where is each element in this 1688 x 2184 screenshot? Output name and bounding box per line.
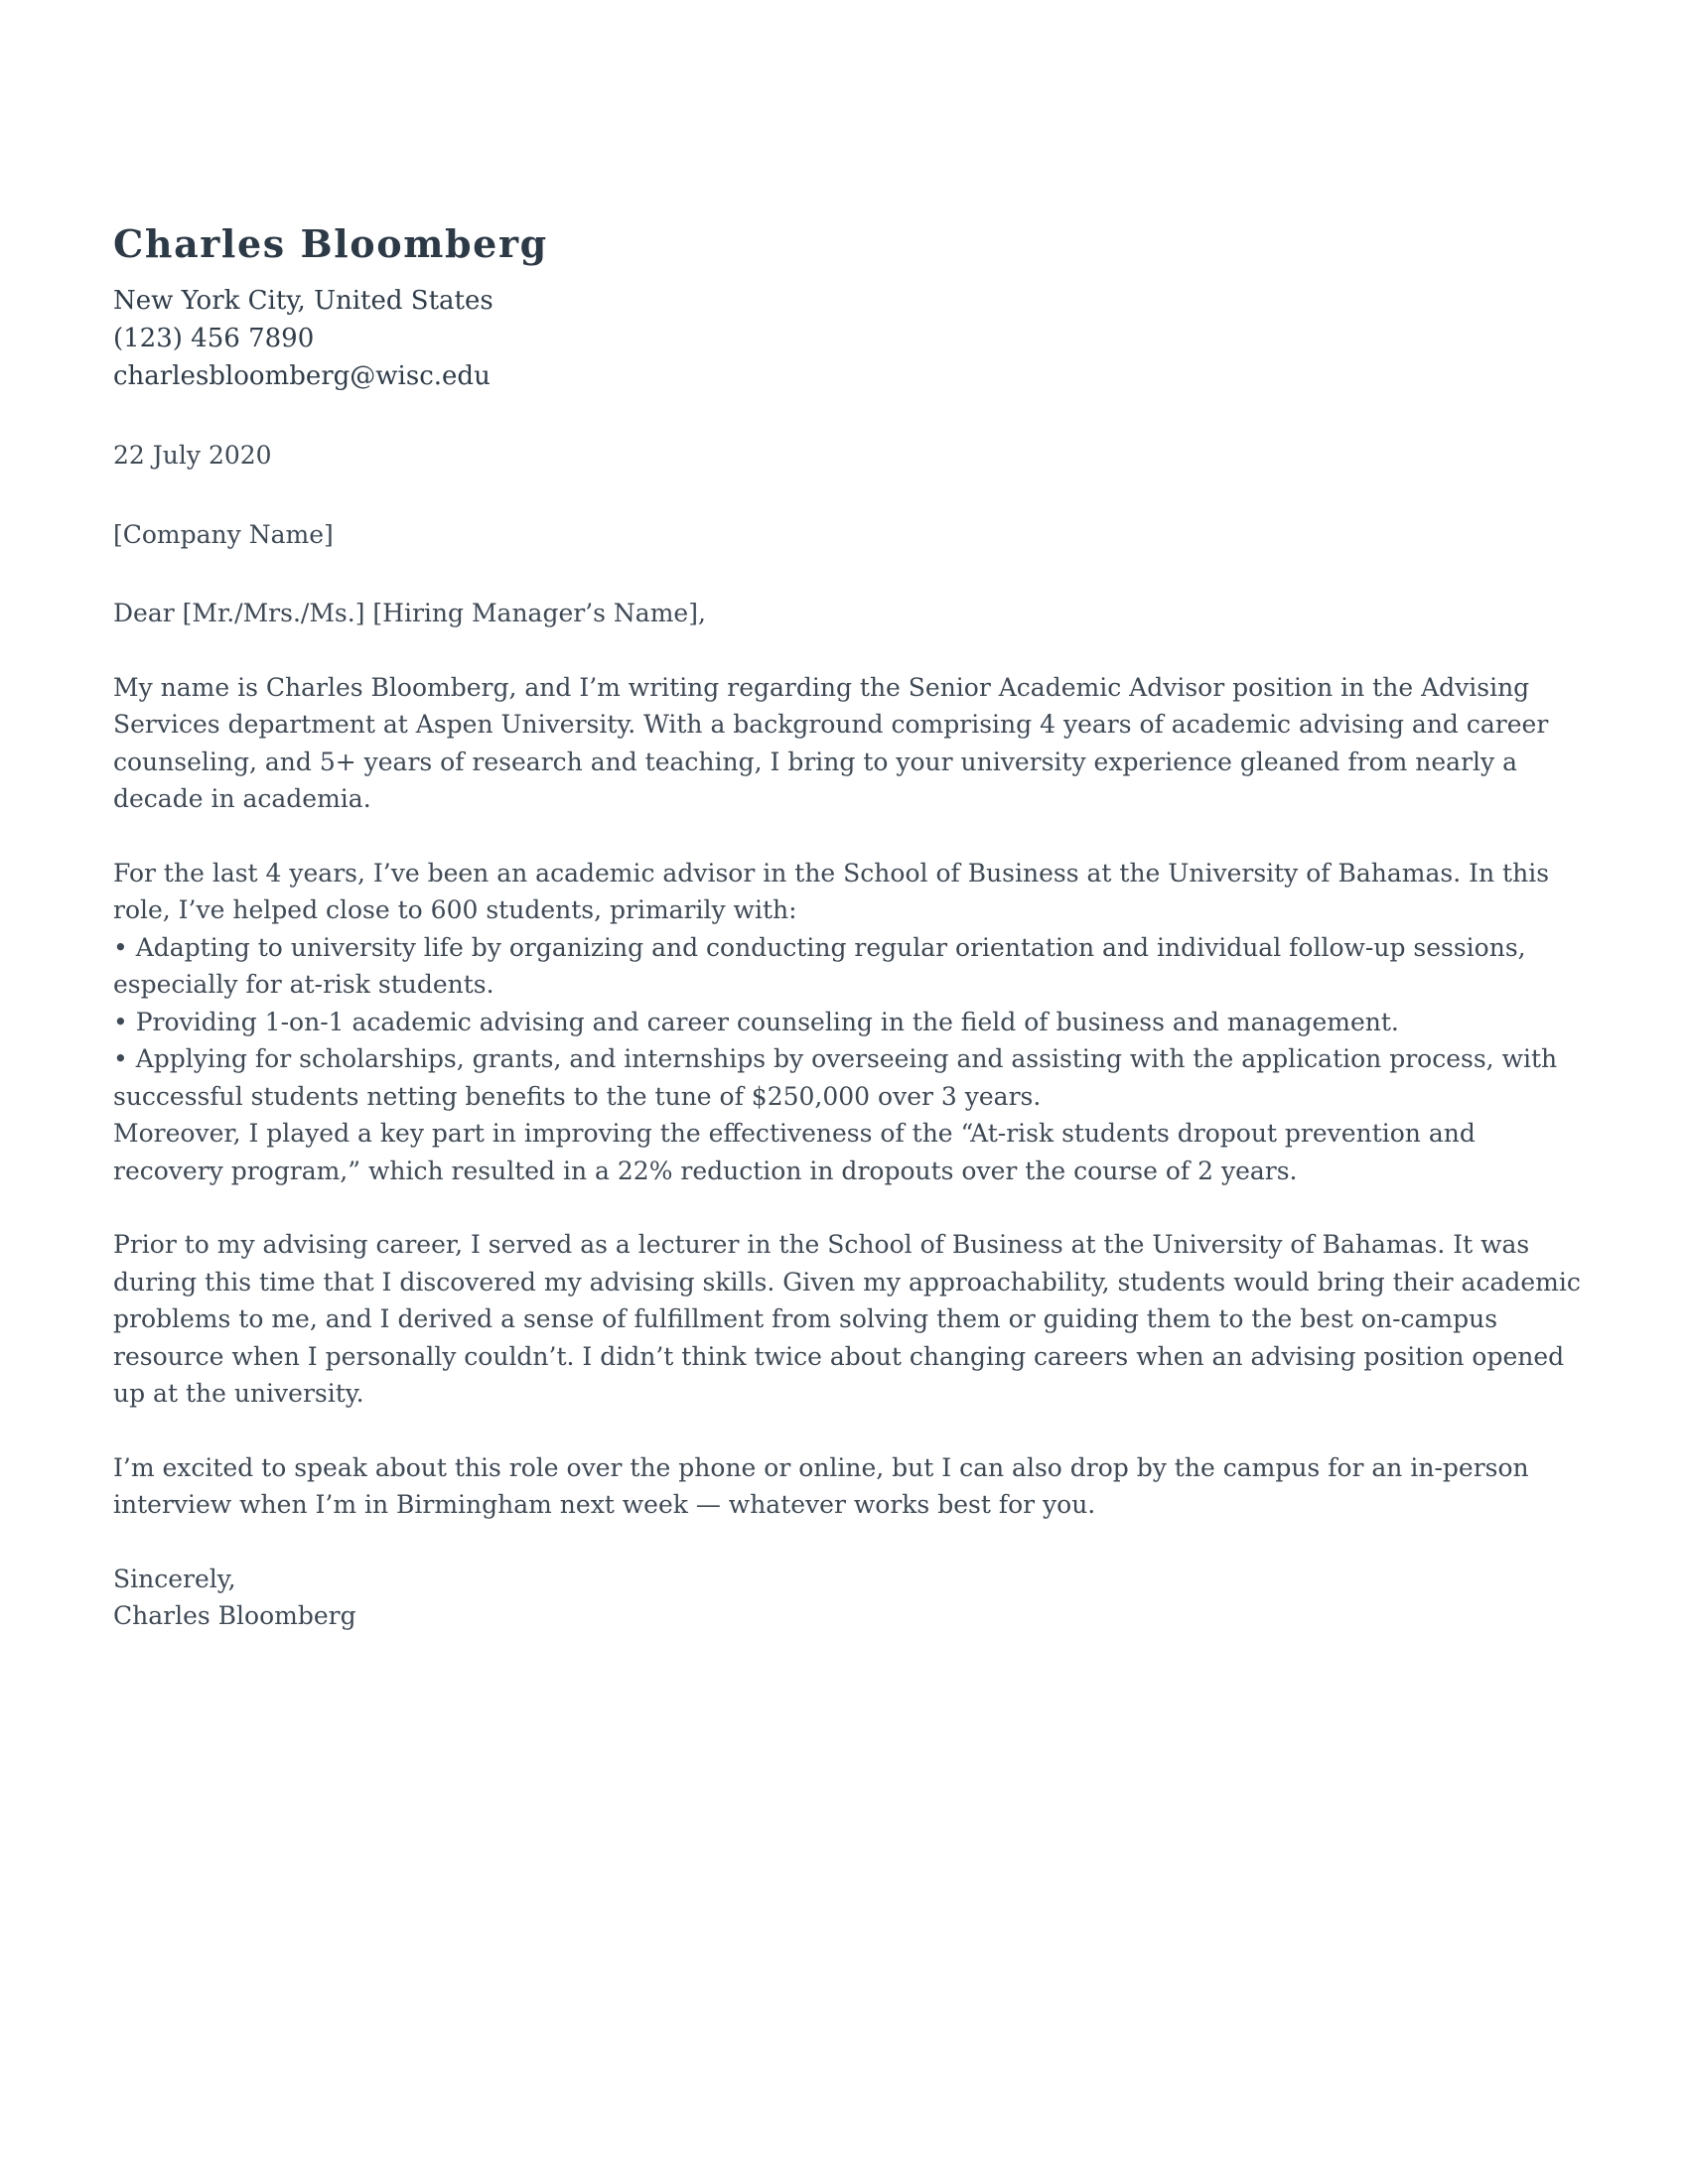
paragraph-3-text: Prior to my advising career, I served as a lecturer in the School of Business at the University of Bahamas. It was during this time that I discovered my advising skills. Given my approachability, students would bring their academic problems to me, and I derived a sense of fulfillment from solving them or guiding them to the best on-campus resource when I personally couldn’t. I didn’t think twice about changing careers when an advising position opened up at the university. [113, 1230, 1581, 1408]
sender-phone: (123) 456 7890 [113, 324, 315, 353]
sign-off [113, 1561, 1583, 1635]
paragraph-background [113, 1226, 1583, 1413]
sender-location: New York City, United States [113, 286, 493, 316]
valediction: Sincerely, [113, 1564, 236, 1593]
signature-name: Charles Bloomberg [113, 1601, 356, 1630]
letter-date: 22 July 2020 [113, 441, 272, 470]
sender-email: charlesbloomberg@wisc.edu [113, 361, 491, 391]
contact-block [113, 282, 1583, 395]
paragraph-closing [113, 1449, 1583, 1524]
bullet-item: • Providing 1-on-1 academic advising and career counseling in the field of business and management. [113, 1007, 1399, 1036]
bullet-item: • Adapting to university life by organizing and conducting regular orientation and individual follow-up sessions, especially for at-risk students. [113, 932, 1526, 999]
sender-name: Charles Bloomberg [113, 221, 548, 266]
greeting: Dear [Mr./Mrs./Ms.] [Hiring Manager’s Name], [113, 599, 706, 627]
paragraph-intro [113, 669, 1583, 818]
recipient-company: [Company Name] [113, 519, 334, 549]
paragraph-2-intro: For the last 4 years, I’ve been an academic advisor in the School of Business at the University of Bahamas. In this role, I’ve helped close to 600 students, primarily with: [113, 858, 1550, 924]
paragraph-4-text: I’m excited to speak about this role over the phone or online, but I can also drop by the campus for an in-person interview when I’m in Birmingham next week — whatever works best for you. [113, 1452, 1529, 1519]
cover-letter [113, 216, 1583, 1635]
paragraph-1-text: My name is Charles Bloomberg, and I’m writing regarding the Senior Academic Advisor position in the Advising Services department at Aspen University. With a background comprising 4 years of academic advising and career counseling, and 5+ years of research and teaching, I bring to your university experience gleaned from nearly a decade in academia. [113, 672, 1549, 813]
paragraph-2-outro: Moreover, I played a key part in improving the effectiveness of the “At-risk students dropout prevention and recovery program,” which resulted in a 22% reduction in dropouts over the course of 2 years. [113, 1119, 1476, 1185]
paragraph-experience [113, 855, 1583, 1190]
bullet-item: • Applying for scholarships, grants, and internships by overseeing and assisting with the application process, with successful students netting benefits to the tune of $250,000 over 3 years. [113, 1044, 1558, 1111]
